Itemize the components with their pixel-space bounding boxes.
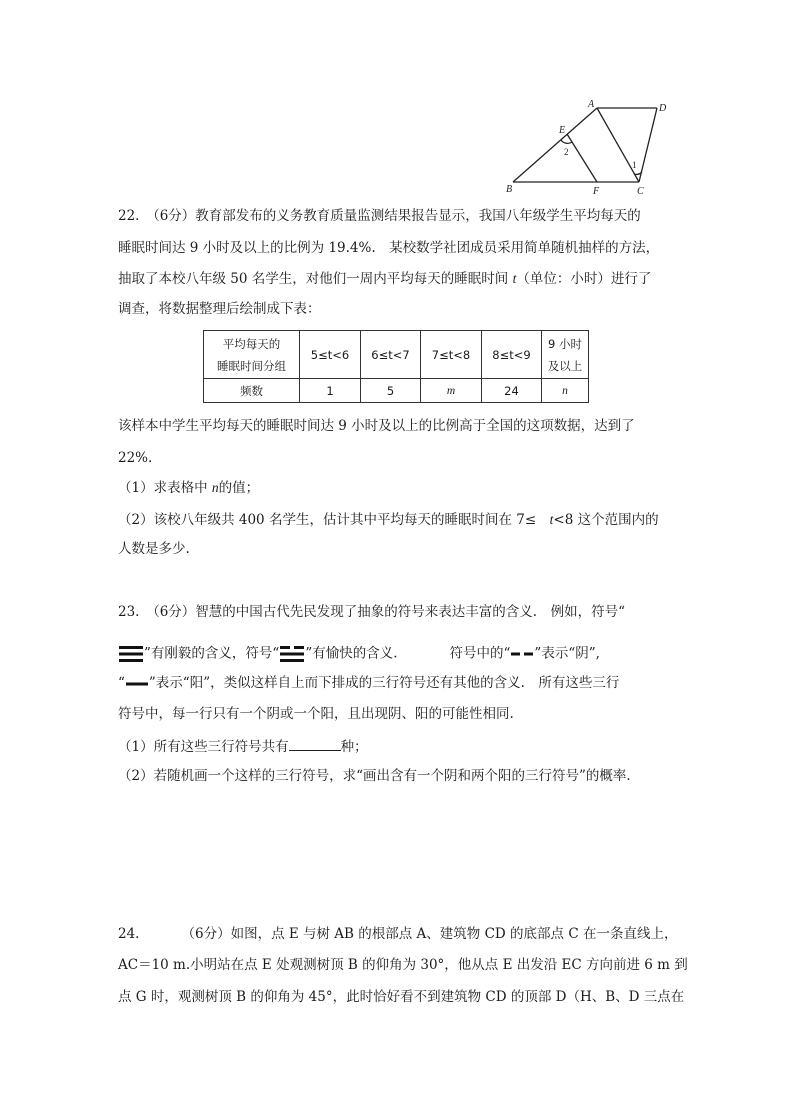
q22-sub-1-b: 的值； (218, 480, 260, 496)
header-line-2: 睡眠时间分组 (217, 358, 286, 373)
q23-sub-1 (118, 737, 368, 756)
count-cell: 5 (361, 379, 421, 403)
q24-line-3: 点 G 时，观测树顶 B 的仰角为 45°，此时恰好看不到建筑物 CD 的顶部 D（H、B、D 三点在 (118, 989, 685, 1005)
q23-line-4: 符号中，每一行只有一个阴或一个阳，且出现阴、阳的可能性相同. (118, 706, 514, 722)
table-header-cell (204, 331, 300, 379)
group-cell: 7≤t<8 (421, 331, 482, 379)
q22-sub-2-a: （2）该校八年级共 400 名学生，估计其中平均每天的睡眠时间在 7≤ (118, 512, 550, 528)
group-cell-last (542, 331, 589, 379)
label-angle-1: 1 (632, 160, 637, 170)
q22-var-t: t (512, 271, 517, 286)
q23-line-2-c: 符号中的“ (449, 645, 511, 662)
label-c: C (637, 186, 644, 197)
q22-var-n: n (211, 480, 219, 495)
count-cell: 24 (482, 379, 542, 403)
answer-blank (289, 737, 341, 751)
q24-line-1-b: （6分）如图，点 E 与树 AB 的根部点 A、建筑物 CD 的底部点 C 在一条直线上， (181, 926, 678, 942)
segment-ba (513, 108, 597, 182)
q23-line-3-a: “ (118, 675, 125, 691)
header-line-1: 平均每天的 (222, 336, 281, 351)
yang-line-icon (125, 679, 149, 689)
q23-line-2-b: ”有愉快的含义. (305, 645, 398, 662)
q22-sub-2 (118, 511, 659, 529)
q23-line-2 (118, 644, 600, 664)
q23-line-3 (118, 675, 619, 692)
table-row-groups (204, 331, 589, 379)
q24-number: 24. (118, 926, 140, 942)
label-e: E (559, 125, 566, 136)
q24-line-1 (118, 926, 677, 943)
q22-sub-2-cont: 人数是多少. (118, 541, 190, 557)
q22-sub-1-a: （1）求表格中 (118, 480, 212, 496)
geometry-figure (505, 97, 675, 197)
q24-line-2: AC＝10 m.小明站在点 E 处观测树顶 B 的仰角为 30°，他从点 E 出发沿 EC 方向前进 6 m 到 (118, 957, 688, 973)
segment-dc (639, 108, 657, 182)
group-cell: 6≤t<7 (361, 331, 421, 379)
q22-sub-2-b: <8 这个范围内的 (553, 512, 659, 528)
last-group-line-2: 及以上 (547, 358, 583, 373)
count-cell: 1 (300, 379, 361, 403)
segment-ef (567, 134, 597, 182)
sleep-time-table (203, 330, 589, 403)
group-cell: 8≤t<9 (482, 331, 542, 379)
q22-var-t2: t (549, 512, 554, 527)
q22-line-5: 该样本中学生平均每天的睡眠时间达 9 小时及以上的比例高于全国的这项数据，达到了 (118, 418, 635, 434)
q22-line-1: 22. （6分）教育部发布的义务教育质量监测结果报告显示，我国八年级学生平均每天的 (118, 208, 641, 224)
q23-sub-1-a: （1）所有这些三行符号共有 (118, 739, 289, 755)
count-cell: m (421, 379, 482, 403)
row-label-cell: 频数 (204, 379, 300, 403)
trigram-dui-icon (279, 644, 305, 664)
q23-line-1: 23. （6分）智慧的中国古代先民发现了抽象的符号来表达丰富的含义. 例如，符号“ (118, 604, 626, 620)
label-b: B (506, 184, 513, 195)
segment-ac (597, 108, 639, 182)
q22-line-3-b: （单位：小时）进行了 (516, 271, 652, 287)
label-a: A (588, 99, 595, 110)
q23-line-2-a: ”有刚毅的含义，符号“ (144, 645, 280, 662)
count-cell: n (542, 379, 589, 403)
label-d: D (659, 103, 667, 114)
q22-line-6: 22%. (118, 450, 153, 466)
label-angle-2: 2 (564, 147, 569, 157)
q22-line-4: 调查，将数据整理后绘制成下表： (118, 301, 321, 317)
yin-line-icon (510, 649, 534, 659)
last-group-line-1: 9 小时 (548, 336, 582, 351)
group-cell: 5≤t<6 (300, 331, 361, 379)
q23-sub-2: （2）若随机画一个这样的三行符号，求“画出含有一个阴和两个阳的三行符号”的概率. (118, 768, 631, 784)
q22-sub-1 (118, 479, 259, 497)
trigram-qian-icon (118, 644, 144, 664)
q23-sub-1-b: 种； (340, 739, 368, 755)
table-row-counts (204, 379, 589, 403)
label-f: F (593, 186, 600, 197)
q22-line-3-a: 抽取了本校八年级 50 名学生，对他们一周内平均每天的睡眠时间 (118, 271, 513, 287)
q23-line-2-d: ”表示“阴”, (534, 645, 600, 662)
q22-line-2: 睡眠时间达 9 小时及以上的比例为 19.4%. 某校数学社团成员采用简单随机抽样的方法， (118, 240, 660, 256)
q23-line-3-b: ”表示“阳”，类似这样自上而下排成的三行符号还有其他的含义. 所有这些三行 (148, 675, 620, 691)
q22-line-3 (118, 270, 651, 288)
